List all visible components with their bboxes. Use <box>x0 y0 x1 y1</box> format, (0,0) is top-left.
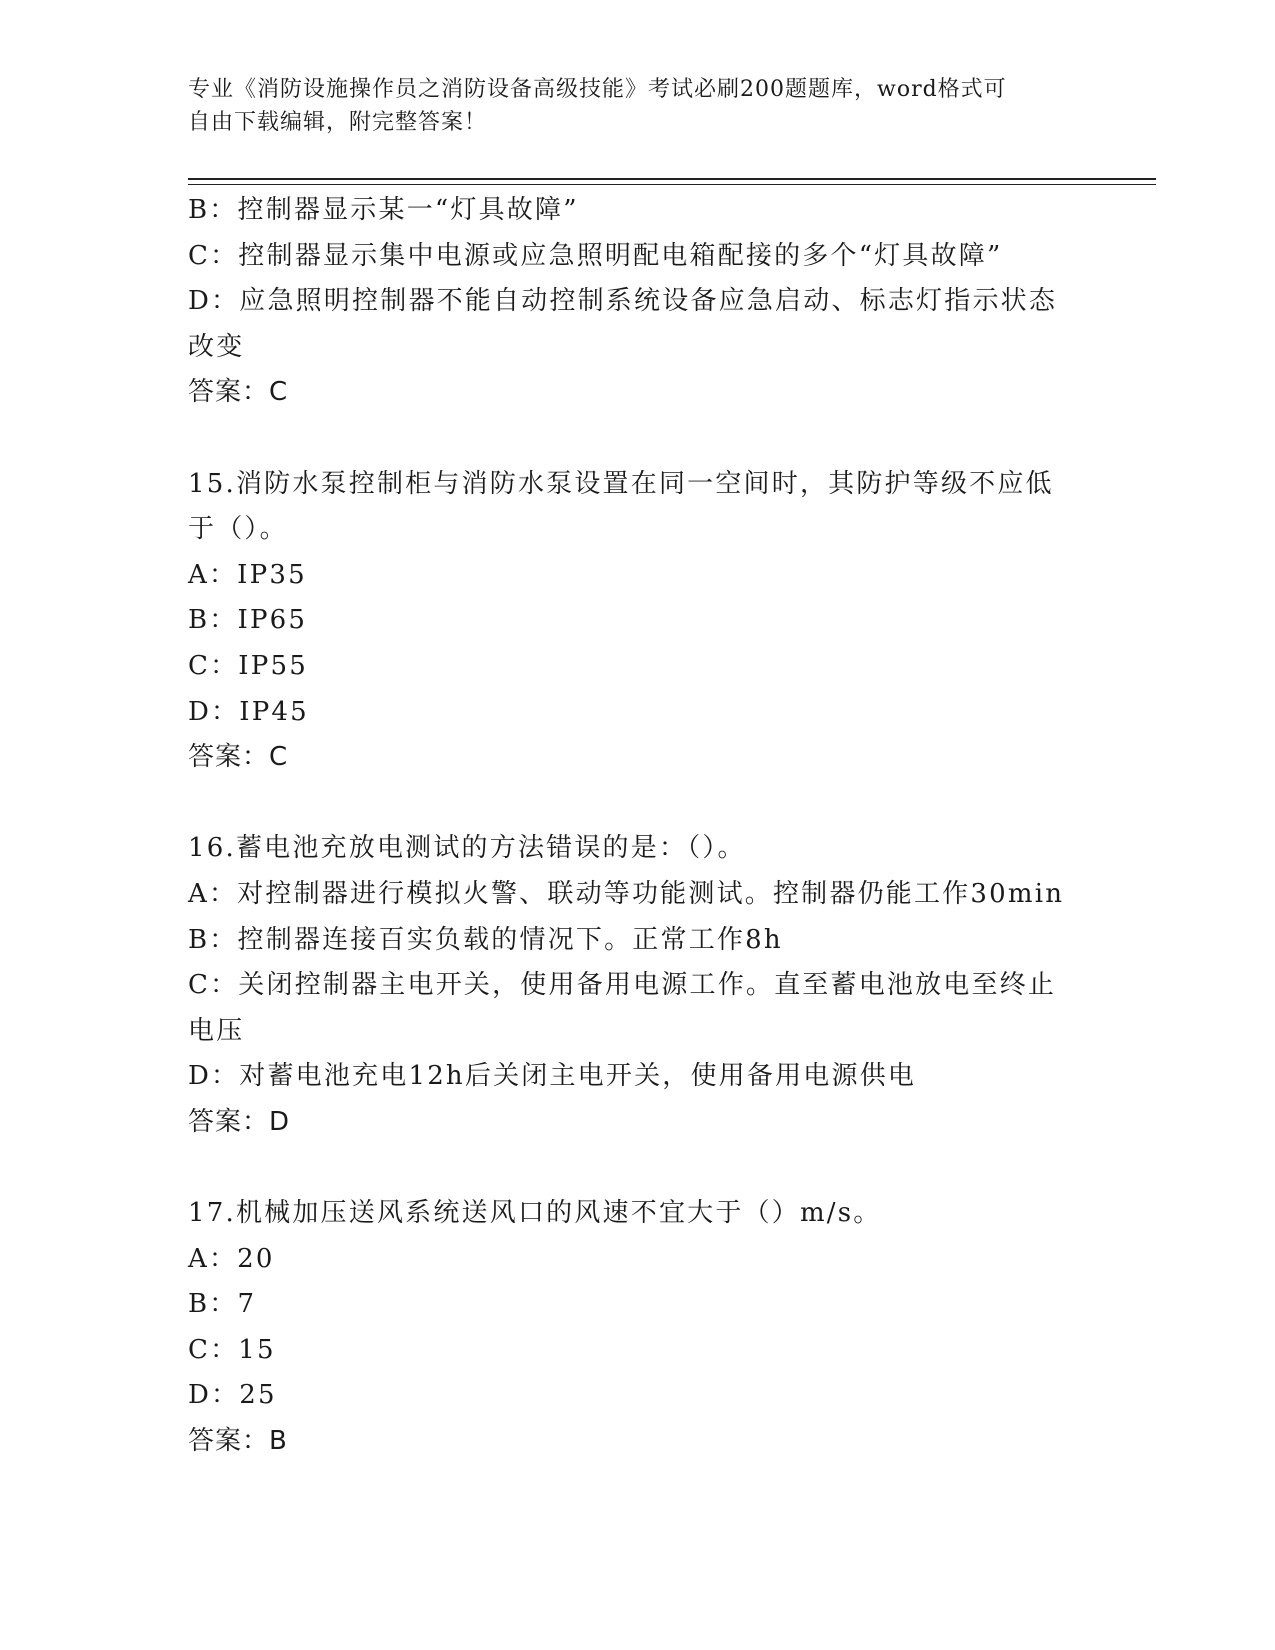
option-d: D：对蓄电池充电12h后关闭主电开关，使用备用电源供电 <box>188 1061 917 1092</box>
option-b: B：IP65 <box>188 605 308 636</box>
option-a: A：IP35 <box>188 559 307 590</box>
answer: 答案：B <box>188 1426 288 1457</box>
question-16 <box>188 826 1088 1145</box>
option-a: A：20 <box>188 1243 275 1274</box>
option-d: D：应急照明控制器不能自动控制系统设备应急启动、标志灯指示状态 <box>188 286 1058 317</box>
option-c-continuation: 电压 <box>188 1015 245 1046</box>
header-line-1: 专业《消防设施操作员之消防设备高级技能》考试必刷200题题库，word格式可 <box>188 77 1007 102</box>
header-divider-thin <box>188 184 1156 185</box>
option-b: B：控制器显示某一“灯具故障” <box>188 195 579 225</box>
spacer <box>188 1145 1088 1191</box>
option-a: A：对控制器进行模拟火警、联动等功能测试。控制器仍能工作30min <box>188 878 1065 909</box>
question-stem: 15.消防水泵控制柜与消防水泵设置在同一空间时，其防护等级不应低 <box>188 468 1054 499</box>
document-header <box>188 73 1068 139</box>
answer: 答案：C <box>188 377 289 408</box>
spacer <box>188 416 1088 462</box>
option-d: D：25 <box>188 1380 277 1411</box>
option-d: D：IP45 <box>188 696 309 727</box>
option-d-continuation: 改变 <box>188 331 245 362</box>
option-c: C：控制器显示集中电源或应急照明配电箱配接的多个“灯具故障” <box>188 240 1003 271</box>
question-stem: 16.蓄电池充放电测试的方法错误的是：（）。 <box>188 833 746 864</box>
answer: 答案：C <box>188 742 289 773</box>
question-15 <box>188 462 1088 781</box>
question-14-tail <box>188 188 1088 416</box>
option-b: B：控制器连接百实负载的情况下。正常工作8h <box>188 924 783 955</box>
option-b: B：7 <box>188 1289 257 1320</box>
question-stem-continuation: 于（）。 <box>188 514 288 545</box>
option-c: C：IP55 <box>188 650 308 681</box>
question-list <box>188 188 1088 1465</box>
question-17 <box>188 1191 1088 1465</box>
option-c: C：关闭控制器主电开关，使用备用电源工作。直至蓄电池放电至终止 <box>188 970 1057 1001</box>
spacer <box>188 781 1088 827</box>
header-line-2: 自由下载编辑，附完整答案！ <box>188 110 488 135</box>
header-divider-thick <box>188 178 1156 180</box>
option-c: C：15 <box>188 1334 276 1365</box>
answer: 答案：D <box>188 1106 291 1137</box>
question-stem: 17.机械加压送风系统送风口的风速不宜大于（）m/s。 <box>188 1198 882 1229</box>
